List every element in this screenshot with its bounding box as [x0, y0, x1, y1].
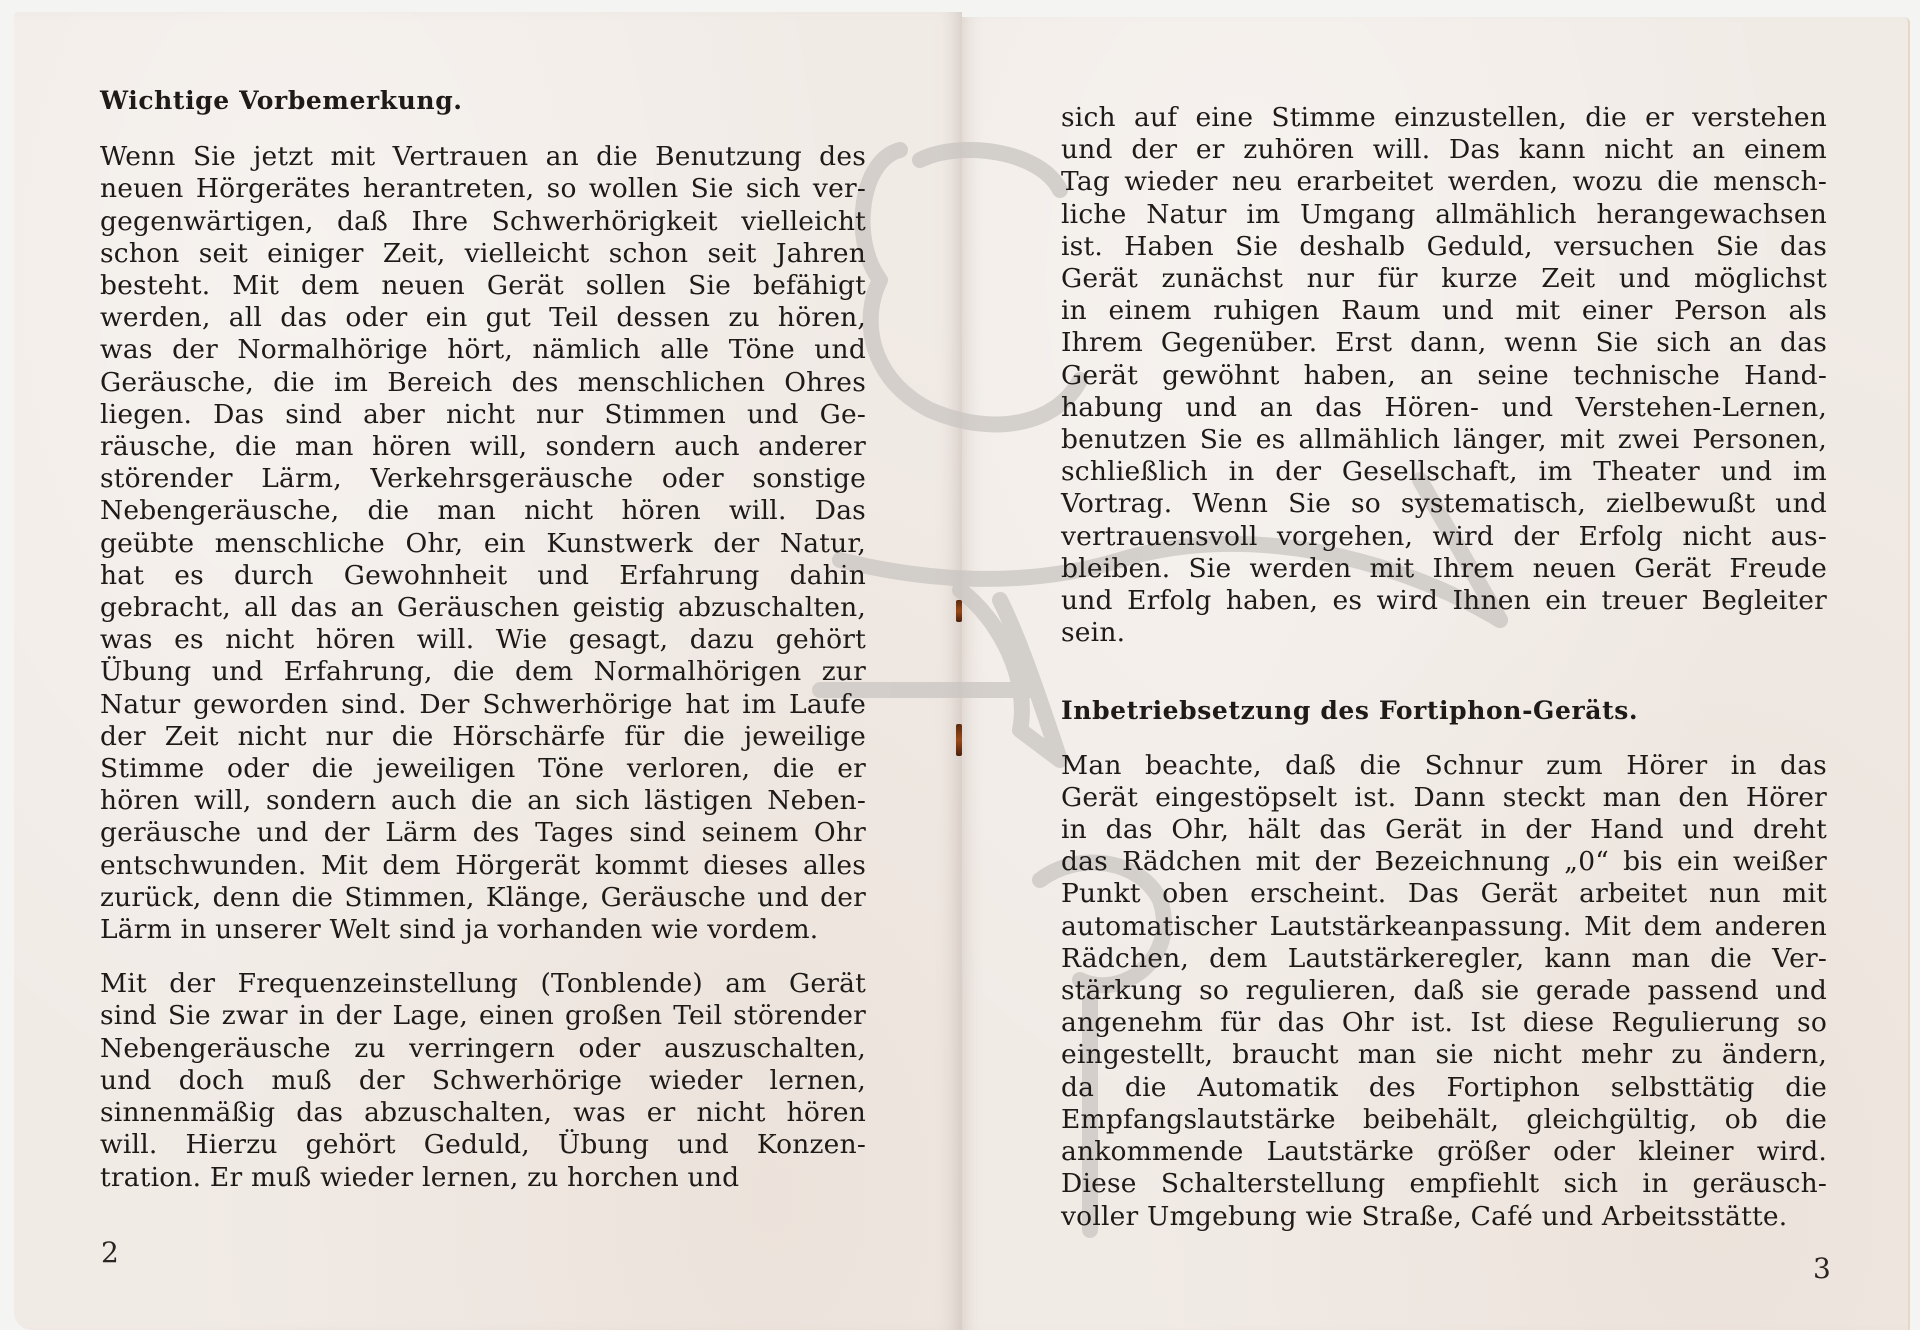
text-line: Lärm in unserer Welt sind ja vorhanden wie vordem.	[100, 914, 819, 946]
text-line: tration. Er muß wieder lernen, zu horchen und	[100, 1161, 740, 1193]
text-line: ist. Haben Sie deshalb Geduld, versuchen Sie das	[1061, 230, 1827, 262]
text-line: und der er zuhören will. Das kann nicht an einem	[1061, 134, 1827, 166]
text-line: der Zeit nicht nur die Hörschärfe für die jeweilige	[100, 720, 866, 752]
section-heading-vorbemerkung: Wichtige Vorbemerkung.	[100, 86, 463, 115]
text-line: schon seit einiger Zeit, vielleicht schon seit Jahren	[100, 237, 866, 269]
text-line: gegenwärtigen, daß Ihre Schwerhörigkeit vielleicht	[100, 205, 866, 237]
text-line: Gerät eingestöpselt ist. Dann steckt man den Hörer	[1061, 781, 1827, 813]
text-line: liegen. Das sind aber nicht nur Stimmen und Ge-	[100, 398, 866, 430]
text-line: automatischer Lautstärkeanpassung. Mit dem anderen	[1061, 910, 1827, 942]
text-line: bleiben. Sie werden mit Ihrem neuen Gerät Freude	[1061, 552, 1827, 584]
text-line: Rädchen, dem Lautstärkeregler, kann man die Ver-	[1061, 942, 1827, 974]
text-line: Mit der Frequenzeinstellung (Tonblende) am Gerät	[100, 968, 866, 1000]
text-line: stärkung so regulieren, daß sie gerade passend und	[1061, 975, 1827, 1007]
text-line: vertrauensvoll vorgehen, wird der Erfolg nicht aus-	[1061, 520, 1827, 552]
text-line: in das Ohr, hält das Gerät in der Hand und dreht	[1061, 814, 1827, 846]
text-line: ankommende Lautstärke größer oder kleiner wird.	[1061, 1136, 1827, 1168]
text-line: Nebengeräusche zu verringern oder auszuschalten,	[100, 1032, 866, 1064]
left-page-text	[100, 85, 866, 1194]
text-line: eingestellt, braucht man sie nicht mehr zu ändern,	[1061, 1039, 1827, 1071]
text-line: was der Normalhörige hört, nämlich alle Töne und	[100, 334, 866, 366]
text-line: besteht. Mit dem neuen Gerät sollen Sie befähigt	[100, 270, 866, 302]
text-line: Wenn Sie jetzt mit Vertrauen an die Benutzung des	[100, 141, 866, 173]
section-heading-inbetriebsetzung: Inbetriebsetzung des Fortiphon-Geräts.	[1061, 696, 1639, 726]
text-line: geräusche und der Lärm des Tages sind seinem Ohr	[100, 817, 866, 849]
text-line: Punkt oben erscheint. Das Gerät arbeitet nun mit	[1061, 878, 1827, 910]
text-line: Man beachte, daß die Schnur zum Hörer in das	[1061, 749, 1827, 781]
text-line: sind Sie zwar in der Lage, einen großen Teil störender	[100, 1000, 866, 1032]
text-line: benutzen Sie es allmählich länger, mit zwei Personen,	[1061, 424, 1827, 456]
text-line: entschwunden. Mit dem Hörgerät kommt dieses alles	[100, 849, 866, 881]
text-line: sein.	[1061, 617, 1126, 649]
text-line: da die Automatik des Fortiphon selbsttätig die	[1061, 1071, 1827, 1103]
paragraph	[1061, 750, 1827, 1233]
text-line: räusche, die man hören will, sondern auch anderer	[100, 431, 866, 463]
right-page-text	[1061, 102, 1827, 1233]
text-line: Geräusche, die im Bereich des menschlichen Ohres	[100, 366, 866, 398]
text-line: liche Natur im Umgang allmählich herangewachsen	[1061, 198, 1827, 230]
text-line: Ihrem Gegenüber. Erst dann, wenn Sie sich an das	[1061, 327, 1827, 359]
text-line: in einem ruhigen Raum und mit einer Person als	[1061, 295, 1827, 327]
staple-bottom	[956, 724, 962, 756]
text-line: Übung und Erfahrung, die dem Normalhörigen zur	[100, 656, 866, 688]
paragraph	[100, 141, 866, 946]
paragraph	[100, 968, 866, 1193]
text-line: will. Hierzu gehört Geduld, Übung und Konzen-	[100, 1129, 866, 1161]
page-number-left: 2	[101, 1236, 119, 1269]
text-line: habung und an das Hören- und Verstehen-Lernen,	[1061, 391, 1827, 423]
text-line: Empfangslautstärke beibehält, gleichgültig, ob die	[1061, 1103, 1827, 1135]
text-line: Nebengeräusche, die man nicht hören will. Das	[100, 495, 866, 527]
text-line: Natur geworden sind. Der Schwerhörige hat im Laufe	[100, 688, 866, 720]
text-line: hat es durch Gewohnheit und Erfahrung dahin	[100, 559, 866, 591]
text-line: was es nicht hören will. Wie gesagt, dazu gehört	[100, 624, 866, 656]
text-line: gebracht, all das an Geräuschen geistig abzuschalten,	[100, 592, 866, 624]
text-line: sinnenmäßig das abzuschalten, was er nicht hören	[100, 1097, 866, 1129]
text-line: voller Umgebung wie Straße, Café und Arbeitsstätte.	[1061, 1200, 1788, 1232]
text-line: Gerät zunächst nur für kurze Zeit und möglichst	[1061, 263, 1827, 295]
text-line: Diese Schalterstellung empfiehlt sich in geräusch-	[1061, 1168, 1827, 1200]
text-line: Vortrag. Wenn Sie so systematisch, zielbewußt und	[1061, 488, 1827, 520]
text-line: sich auf eine Stimme einzustellen, die er verstehen	[1061, 102, 1827, 133]
staple-top	[956, 600, 962, 622]
text-line: schließlich in der Gesellschaft, im Theater und im	[1061, 456, 1827, 488]
text-line: und Erfolg haben, es wird Ihnen ein treuer Begleiter	[1061, 585, 1827, 617]
page-number-right: 3	[1813, 1252, 1831, 1285]
text-line: hören will, sondern auch die an sich lästigen Neben-	[100, 785, 866, 817]
text-line: und doch muß der Schwerhörige wieder lernen,	[100, 1064, 866, 1096]
text-line: geübte menschliche Ohr, ein Kunstwerk der Natur,	[100, 527, 866, 559]
text-line: werden, all das oder ein gut Teil dessen zu hören,	[100, 302, 866, 334]
text-line: Gerät gewöhnt haben, an seine technische Hand-	[1061, 359, 1827, 391]
text-line: das Rädchen mit der Bezeichnung „0“ bis ein weißer	[1061, 846, 1827, 878]
text-line: Tag wieder neu erarbeitet werden, wozu die mensch-	[1061, 166, 1827, 198]
text-line: zurück, denn die Stimmen, Klänge, Geräusche und der	[100, 881, 866, 913]
text-line: neuen Hörgerätes herantreten, so wollen Sie sich ver-	[100, 173, 866, 205]
text-line: angenehm für das Ohr ist. Ist diese Regulierung so	[1061, 1007, 1827, 1039]
paragraph	[1061, 102, 1827, 649]
text-line: störender Lärm, Verkehrsgeräusche oder sonstige	[100, 463, 866, 495]
text-line: Stimme oder die jeweiligen Töne verloren, die er	[100, 753, 866, 785]
